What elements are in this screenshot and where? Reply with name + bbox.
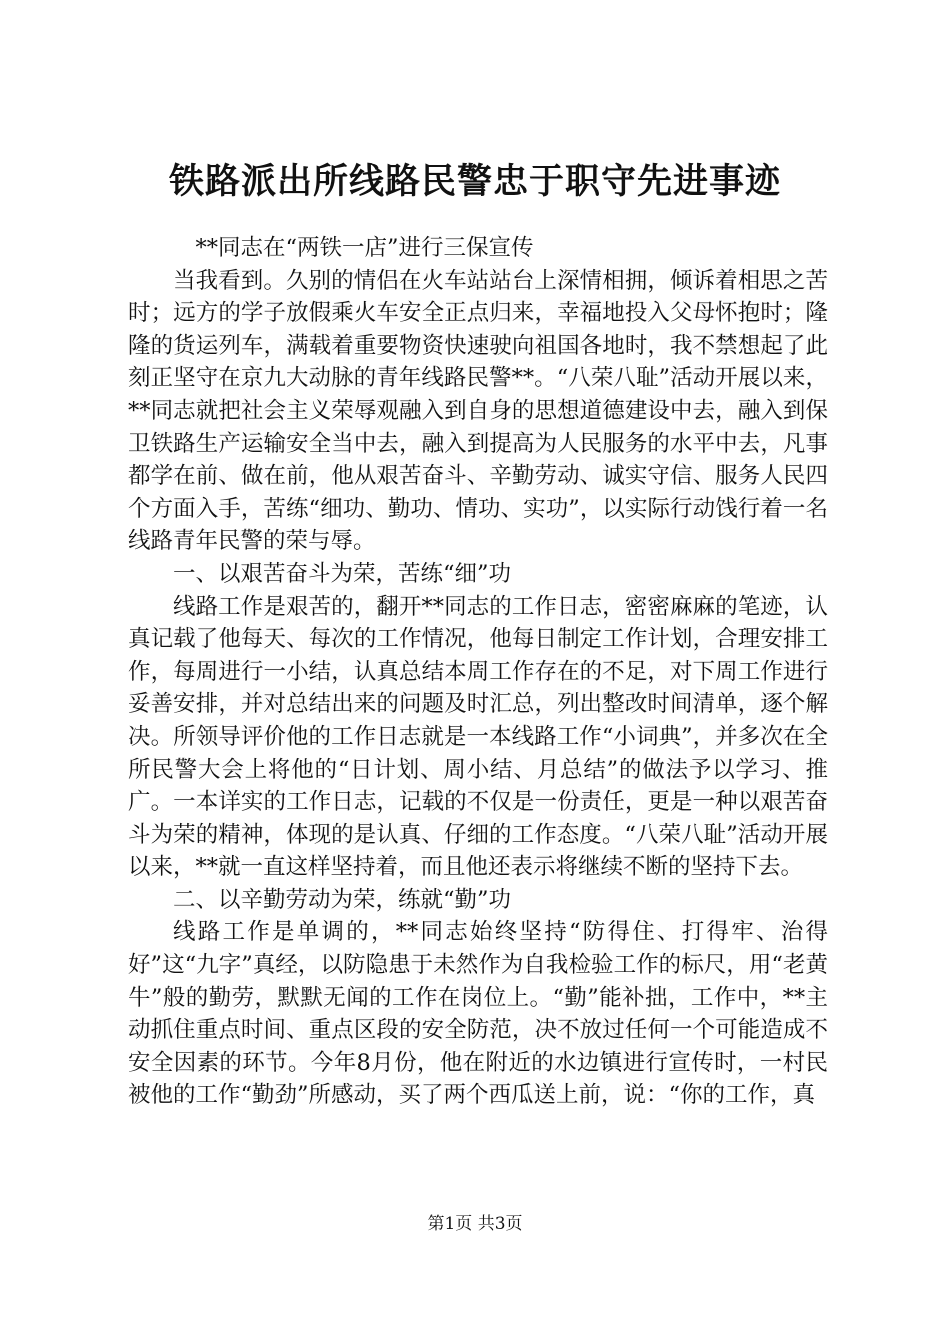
document-title: 铁路派出所线路民警忠于职守先进事迹	[168, 161, 781, 202]
section-heading: 二、以辛勤劳动为荣，练就“勤”功	[173, 886, 512, 913]
document-body	[128, 232, 828, 1112]
subtitle-paragraph: **同志在“两铁一店”进行三保宣传	[195, 235, 534, 261]
body-paragraph: 当我看到。久别的情侣在火车站站台上深情相拥，倾诉着相思之苦时；远方的学子放假乘火车安全正点归来，幸福地投入父母怀抱时；隆隆的货运列车，满载着重要物资快速驶向祖国各地时，我不禁想起了此刻正坚守在京九大动脉的青年线路民警**。“八荣八耻”活动开展以来，**同志就把社会主义荣辱观融入到自身的思想道德建设中去，融入到保卫铁路生产运输安全当中去，融入到提高为人民服务的水平中去，凡事都学在前、做在前，他从艰苦奋斗、辛勤劳动、诚实守信、服务人民四个方面入手，苦练“细功、勤功、情功、实功”，以实际行动饯行着一名线路青年民警的荣与辱。	[128, 267, 828, 555]
body-paragraph: 线路工作是单调的，**同志始终坚持“防得住、打得牢、治得好”这“九字”真经，以防隐患于未然作为自我检验工作的标尺，用“老黄牛”般的勤劳，默默无闻的工作在岗位上。“勤”能补拙，工作中，**主动抓住重点时间、重点区段的安全防范，决不放过任何一个可能造成不安全因素的环节。今年8月份，他在附近的水边镇进行宣传时，一村民被他的工作“勤劲”所感动，买了两个西瓜送上前，说：“你的工作，真	[128, 919, 828, 1109]
body-paragraph: 线路工作是艰苦的，翻开**同志的工作日志，密密麻麻的笔迹，认真记载了他每天、每次的工作情况，他每日制定工作计划，合理安排工作，每周进行一小结，认真总结本周工作存在的不足，对下周工作进行妥善安排，并对总结出来的问题及时汇总，列出整改时间清单，逐个解决。所领导评价他的工作日志就是一本线路工作“小词典”，并多次在全所民警大会上将他的“日计划、周小结、月总结”的做法予以学习、推广。一本详实的工作日志，记载的不仅是一份责任，更是一种以艰苦奋斗为荣的精神，体现的是认真、仔细的工作态度。“八荣八耻”活动开展以来，**就一直这样坚持着，而且他还表示将继续不断的坚持下去。	[128, 593, 828, 881]
section-heading: 一、以艰苦奋斗为荣，苦练“细”功	[173, 560, 512, 587]
page-footer: 第1页 共3页	[427, 1214, 523, 1234]
